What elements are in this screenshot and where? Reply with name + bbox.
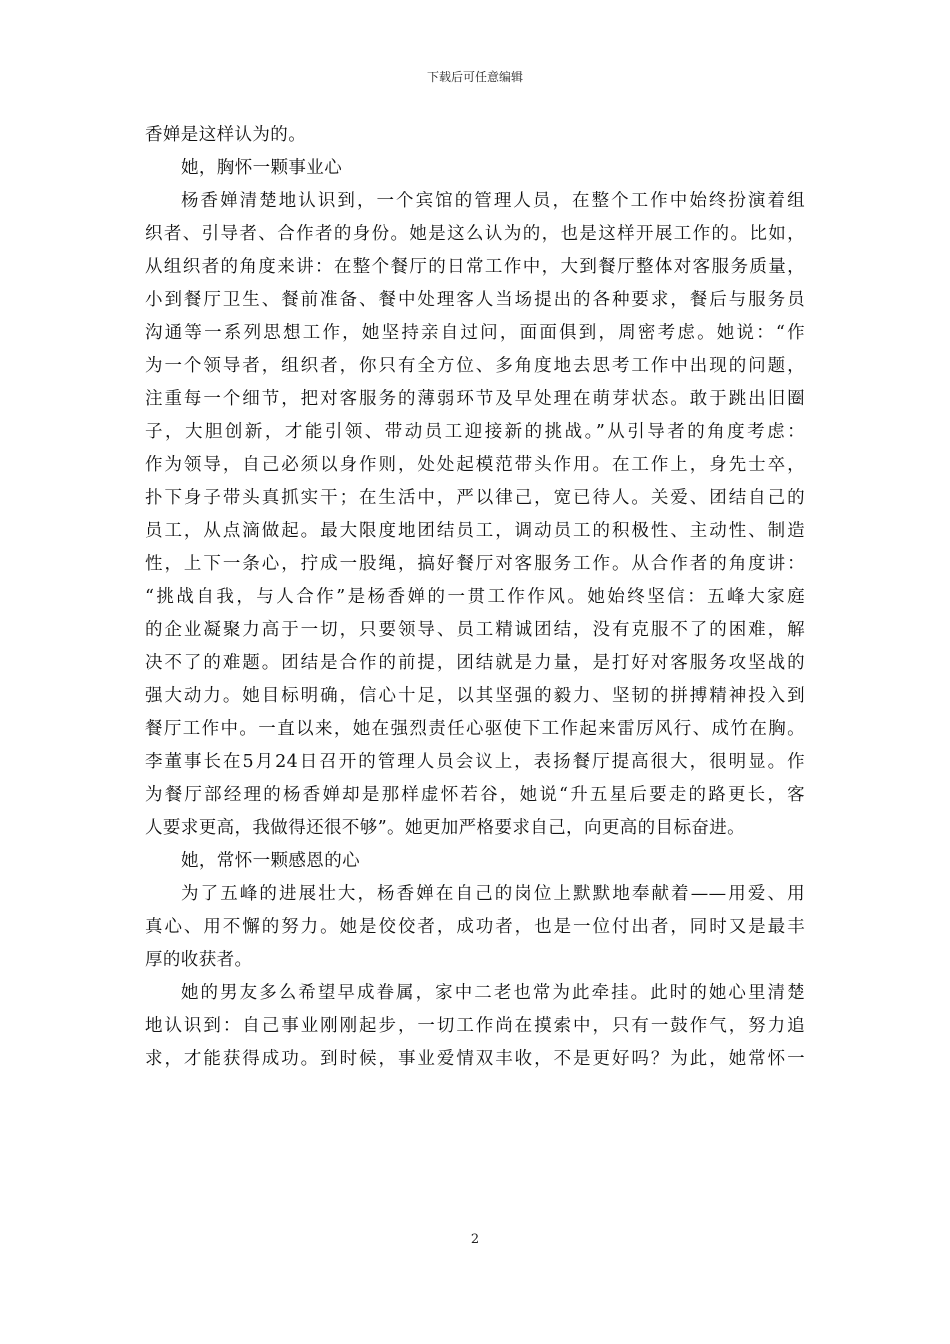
text-line: 为一个领导者，组织者，你只有全方位、多角度地去思考工作中出现的问题，: [145, 356, 805, 376]
text-line: 小到餐厅卫生、餐前准备、餐中处理客人当场提出的各种要求，餐后与服务员: [145, 290, 805, 310]
paragraph: [145, 185, 805, 845]
page-number: 2: [470, 1232, 480, 1247]
text-line: 织者、引导者、合作者的身份。她是这么认为的，也是这样开展工作的。比如，: [145, 224, 805, 244]
text-line: 真心、用不懈的努力。她是佼佼者，成功者，也是一位付出者，同时又是最丰: [145, 917, 805, 937]
text-line: 员工，从点滴做起。最大限度地团结员工，调动员工的积极性、主动性、制造: [145, 521, 805, 541]
document-body: [145, 119, 805, 1076]
text-line: 沟通等一系列思想工作，她坚持亲自过问，面面俱到，周密考虑。她说：“作: [145, 323, 805, 343]
text-line: 地认识到：自己事业刚刚起步，一切工作尚在摸索中，只有一鼓作气，努力追: [145, 1016, 805, 1036]
text-line: 求，才能获得成功。到时候，事业爱情双丰收，不是更好吗？为此，她常怀一: [145, 1049, 805, 1069]
text-line: 为了五峰的进展壮大，杨香婵在自己的岗位上默默地奉献着——用爱、用: [181, 884, 805, 904]
text-line: 从组织者的角度来讲：在整个餐厅的日常工作中，大到餐厅整体对客服务质量，: [145, 257, 805, 277]
text-line: 餐厅工作中。一直以来，她在强烈责任心驱使下工作起来雷厉风行、成竹在胸。: [145, 719, 805, 739]
paragraph: [145, 977, 805, 1076]
text-line: 她，胸怀一颗事业心: [181, 158, 343, 178]
paragraph: [145, 878, 805, 977]
paragraph: [145, 119, 805, 152]
text-line: 杨香婵清楚地认识到，一个宾馆的管理人员，在整个工作中始终扮演着组: [181, 191, 805, 211]
text-line: 她，常怀一颗感恩的心: [181, 851, 360, 871]
text-line: 注重每一个细节，把对客服务的薄弱环节及早处理在萌芽状态。敢于跳出旧圈: [145, 389, 805, 409]
text-line: 扑下身子带头真抓实干；在生活中，严以律己，宽已待人。关爱、团结自己的: [145, 488, 805, 508]
text-line: 强大动力。她目标明确，信心十足，以其坚强的毅力、坚韧的拼搏精神投入到: [145, 686, 805, 706]
text-line: 香婵是这样认为的。: [145, 125, 307, 145]
page-header: 下载后可任意编辑: [426, 70, 523, 84]
text-line: 子，大胆创新，才能引领、带动员工迎接新的挑战。”从引导者的角度考虑：: [145, 422, 805, 442]
text-line: 性，上下一条心，拧成一股绳，搞好餐厅对客服务工作。从合作者的角度讲：: [145, 554, 805, 574]
section-heading: [145, 845, 805, 878]
section-heading: [145, 152, 805, 185]
text-line: 作为领导，自己必须以身作则，处处起模范带头作用。在工作上，身先士卒，: [145, 455, 805, 475]
text-line: 为餐厅部经理的杨香婵却是那样虚怀若谷，她说“升五星后要走的路更长，客: [145, 785, 805, 805]
text-line: 厚的收获者。: [145, 950, 253, 970]
text-line: 的企业凝聚力高于一切，只要领导、员工精诚团结，没有克服不了的困难，解: [145, 620, 805, 640]
text-line: “挑战自我，与人合作”是杨香婵的一贯工作作风。她始终坚信：五峰大家庭: [145, 587, 805, 607]
text-line: 决不了的难题。团结是合作的前提，团结就是力量，是打好对客服务攻坚战的: [145, 653, 805, 673]
text-line: 李董事长在5月24日召开的管理人员会议上，表扬餐厅提高很大，很明显。作: [145, 752, 805, 772]
text-line: 人要求更高，我做得还很不够”。她更加严格要求自己，向更高的目标奋进。: [145, 818, 746, 838]
text-line: 她的男友多么希望早成眷属，家中二老也常为此牵挂。此时的她心里清楚: [181, 983, 805, 1003]
